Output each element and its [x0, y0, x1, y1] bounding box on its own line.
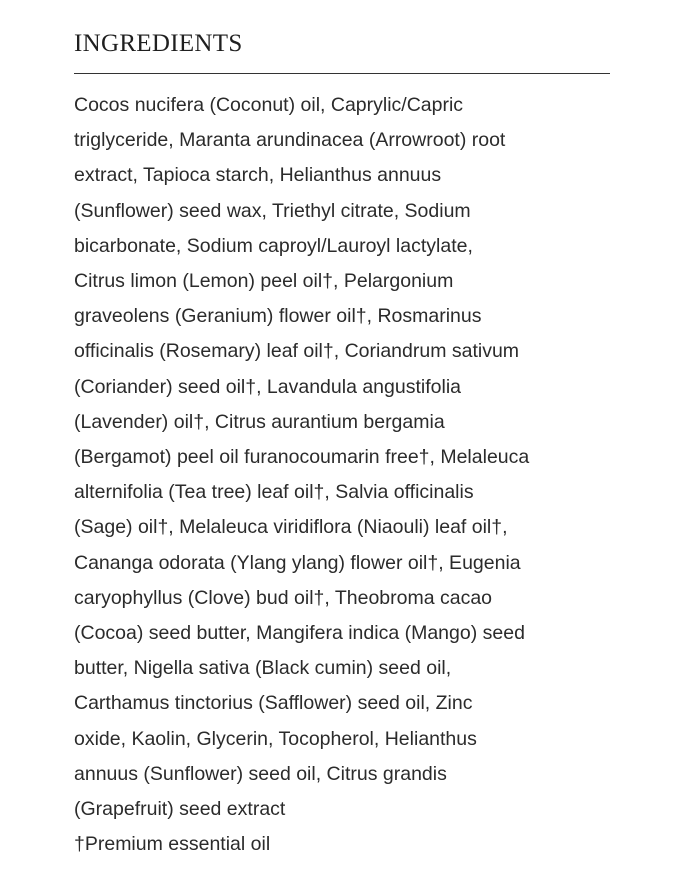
- ingredients-line: (Lavender) oil†, Citrus aurantium bergamia: [74, 410, 445, 433]
- ingredients-line: butter, Nigella sativa (Black cumin) seed oil,: [74, 657, 452, 680]
- ingredients-line: alternifolia (Tea tree) leaf oil†, Salvia officinalis: [74, 481, 474, 504]
- ingredients-line: triglyceride, Maranta arundinacea (Arrowroot) root: [74, 129, 506, 152]
- ingredients-line: Carthamus tinctorius (Safflower) seed oil, Zinc: [74, 692, 473, 715]
- ingredients-line: (Bergamot) peel oil furanocoumarin free†, Melaleuca: [74, 446, 530, 469]
- ingredients-line: (Cocoa) seed butter, Mangifera indica (Mango) seed: [74, 622, 525, 645]
- ingredients-line: bicarbonate, Sodium caproyl/Lauroyl lactylate,: [74, 234, 473, 257]
- ingredients-line: Cocos nucifera (Coconut) oil, Caprylic/Capric: [74, 94, 464, 116]
- footnote: †Premium essential oil: [74, 833, 271, 856]
- title-divider: [74, 73, 610, 74]
- ingredients-line: (Grapefruit) seed extract: [74, 798, 286, 821]
- section-title: INGREDIENTS: [74, 30, 243, 57]
- ingredients-line: (Sunflower) seed wax, Triethyl citrate, Sodium: [74, 199, 471, 222]
- ingredients-line: annuus (Sunflower) seed oil, Citrus grandis: [74, 762, 447, 785]
- ingredients-line: (Coriander) seed oil†, Lavandula angustifolia: [74, 375, 461, 398]
- ingredients-line: oxide, Kaolin, Glycerin, Tocopherol, Helianthus: [74, 727, 477, 750]
- ingredients-line: extract, Tapioca starch, Helianthus annuus: [74, 164, 442, 187]
- ingredients-panel: [74, 28, 610, 862]
- ingredients-line: caryophyllus (Clove) bud oil†, Theobroma cacao: [74, 586, 493, 609]
- ingredients-line: (Sage) oil†, Melaleuca viridiflora (Niaouli) leaf oil†,: [74, 516, 508, 539]
- ingredients-line: graveolens (Geranium) flower oil†, Rosmarinus: [74, 305, 482, 328]
- ingredients-line: Cananga odorata (Ylang ylang) flower oil†, Eugenia: [74, 551, 521, 574]
- ingredients-line: Citrus limon (Lemon) peel oil†, Pelargonium: [74, 270, 454, 293]
- ingredients-line: officinalis (Rosemary) leaf oil†, Coriandrum sativum: [74, 340, 520, 363]
- ingredients-list: [74, 88, 610, 827]
